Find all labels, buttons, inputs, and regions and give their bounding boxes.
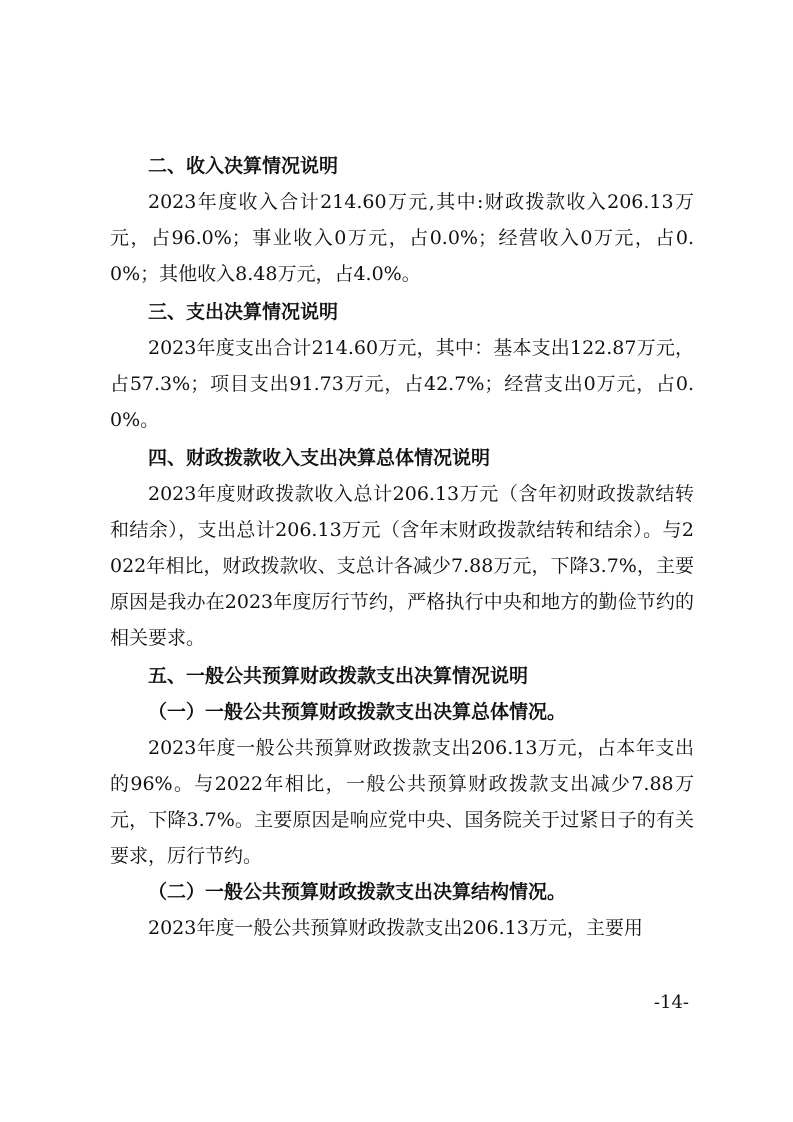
section-heading: 四、财政拨款收入支出决算总体情况说明 bbox=[148, 447, 491, 469]
section-paragraph: 2023年度收入合计214.60万元,其中:财政拨款收入206.13万元，占96.0%；事业收入0万元，占0.0%；经营收入0万元，占0.0%；其他收入8.48万元，占4.0%。 bbox=[110, 191, 694, 285]
section-general-budget bbox=[110, 658, 694, 946]
section-expenditure bbox=[110, 294, 694, 438]
section-heading: 五、一般公共预算财政拨款支出决算情况说明 bbox=[148, 665, 529, 687]
subsection-heading: （二）一般公共预算财政拨款支出决算结构情况。 bbox=[148, 881, 567, 903]
subsection-paragraph: 2023年度一般公共预算财政拨款支出206.13万元，占本年支出的96%。与2022年相比，一般公共预算财政拨款支出减少7.88万元，下降3.7%。主要原因是响应党中央、国务院关于过紧日子的有关要求，厉行节约。 bbox=[110, 737, 694, 867]
page-number: -14- bbox=[653, 992, 689, 1013]
subsection-paragraph: 2023年度一般公共预算财政拨款支出206.13万元，主要用 bbox=[148, 917, 643, 939]
section-heading: 三、支出决算情况说明 bbox=[148, 301, 339, 323]
section-heading: 二、收入决算情况说明 bbox=[148, 155, 339, 177]
subsection-heading: （一）一般公共预算财政拨款支出决算总体情况。 bbox=[148, 701, 567, 723]
section-paragraph: 2023年度支出合计214.60万元，其中：基本支出122.87万元，占57.3%；项目支出91.73万元，占42.7%；经营支出0万元，占0.0%。 bbox=[110, 337, 694, 431]
section-income bbox=[110, 148, 694, 292]
section-fiscal-allocation bbox=[110, 440, 694, 656]
document-body bbox=[110, 148, 694, 948]
section-paragraph: 2023年度财政拨款收入总计206.13万元（含年初财政拨款结转和结余），支出总计206.13万元（含年末财政拨款结转和结余）。与2022年相比，财政拨款收、支总计各减少7.88万元，下降3.7%，主要原因是我办在2023年度厉行节约，严格执行中央和地方的勤俭节约的相关要求。 bbox=[110, 483, 694, 649]
